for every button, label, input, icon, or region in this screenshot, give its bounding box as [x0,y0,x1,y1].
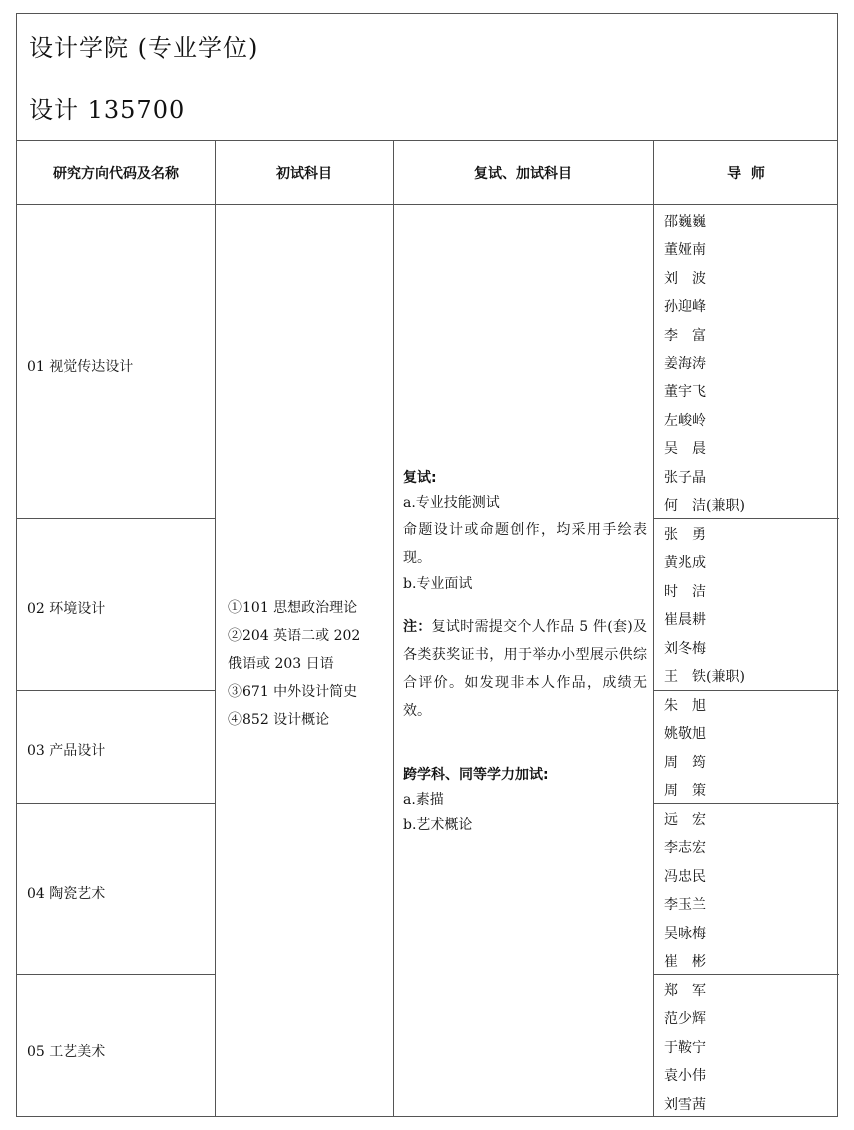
tutor-name: 朱 旭 [664,698,706,714]
exam-subject: ②204 英语二或 202 [228,628,361,644]
extra-test-heading: 跨学科、同等学力加试: [403,767,549,783]
direction-01-label: 01 视觉传达设计 [27,359,134,375]
retest-info [403,466,647,838]
tutor-list-02 [664,521,745,691]
tutor-name: 张子晶 [664,469,706,486]
retest-note [403,613,647,725]
tutor-name: 刘冬梅 [664,640,706,657]
column-header-direction: 研究方向代码及名称 [53,166,179,182]
tutor-name: 周 筠 [664,754,706,771]
tutor-name: 郑 军 [664,983,706,999]
row-divider [17,690,215,691]
exam-subject: ③671 中外设计简史 [228,684,358,700]
exam-subject: 俄语或 203 日语 [228,656,334,672]
retest-item-a-detail: 命题设计或命题创作，均采用手绘表现。 [403,522,647,566]
retest-note-text: 复试时需提交个人作品 5 件(套)及各类获奖证书，用于举办小型展示供综合评价。如发现非本人作品，成绩无效。 [403,619,648,719]
column-header-row [17,141,837,205]
tutor-list-03 [664,692,706,806]
column-divider [653,141,654,1116]
direction-05-label: 05 工艺美术 [27,1044,106,1060]
exam-subject: ④852 设计概论 [228,712,330,728]
tutor-name: 李志宏 [664,840,706,857]
direction-02-label: 02 环境设计 [27,601,106,617]
tutor-name: 董娅南 [664,242,706,259]
program-title: 设计 135700 [29,96,186,124]
row-divider [17,803,215,804]
column-divider [215,141,216,1116]
column-header-retest: 复试、加试科目 [474,166,572,182]
tutor-name: 于鞍宁 [664,1039,706,1056]
extra-test-b: b.艺术概论 [403,817,473,833]
retest-item-b: b.专业面试 [403,576,473,592]
tutor-name: 刘雪茜 [664,1096,706,1113]
tutor-name: 李 富 [664,327,706,344]
tutor-name: 邵巍巍 [664,214,706,230]
column-header-exam: 初试科目 [276,166,332,182]
tutor-list-04 [664,806,706,976]
tutor-list-01 [664,208,745,520]
tutor-name: 冯忠民 [664,868,706,885]
tutor-name: 崔 彬 [664,954,706,971]
tutor-name: 范少辉 [664,1011,706,1028]
tutor-name: 王 铁(兼职) [664,669,745,686]
tutor-name: 黄兆成 [664,555,706,572]
tutor-name: 吴咏梅 [664,925,706,942]
tutor-name: 姚敬旭 [664,726,706,743]
tutor-name: 吴 晨 [664,441,706,458]
exam-subject: ①101 思想政治理论 [228,600,358,616]
retest-heading: 复试: [403,470,437,486]
tutor-name: 远 宏 [664,812,706,828]
retest-item-a: a.专业技能测试 [403,495,500,511]
tutor-name: 崔晨耕 [664,612,706,629]
row-divider [17,974,215,975]
admissions-table [16,13,838,1117]
extra-test-a: a.素描 [403,792,444,808]
tutor-name: 时 洁 [664,583,706,600]
retest-note-label: 注： [403,619,432,635]
direction-04-label: 04 陶瓷艺术 [27,886,106,902]
exam-subjects [228,594,360,734]
tutor-name: 张 勇 [664,527,706,543]
row-divider [17,518,215,519]
tutor-name: 姜海涛 [664,356,706,373]
tutor-name: 刘 波 [664,270,706,287]
table-header [17,14,837,141]
tutor-name: 董宇飞 [664,384,706,401]
tutor-list-05 [664,977,706,1119]
tutor-name: 周 策 [664,783,706,800]
tutor-name: 孙迎峰 [664,299,706,316]
tutor-name: 李玉兰 [664,897,706,914]
tutor-name: 何 洁(兼职) [664,498,745,515]
tutor-name: 袁小伟 [664,1068,706,1085]
column-header-tutors: 导 师 [727,166,765,182]
college-title: 设计学院 (专业学位) [29,34,259,62]
column-divider [393,141,394,1116]
tutor-name: 左峻岭 [664,412,706,429]
direction-03-label: 03 产品设计 [27,743,106,759]
